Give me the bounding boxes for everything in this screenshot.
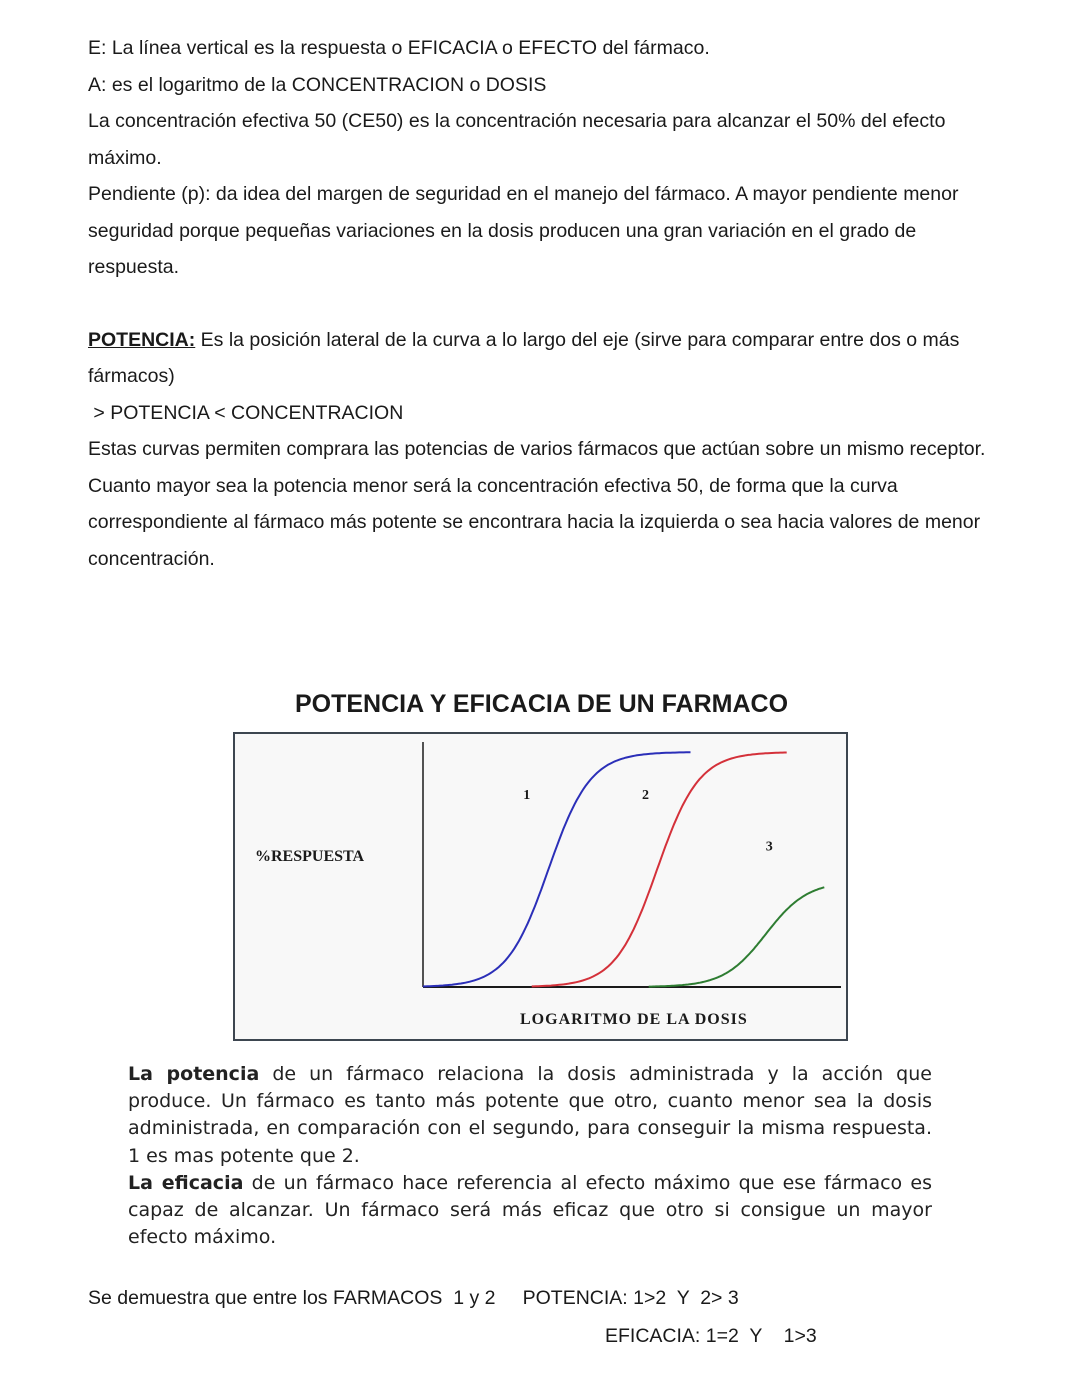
document-body — [88, 30, 988, 577]
y-axis-label: %RESPUESTA — [255, 848, 365, 865]
chart-svg — [235, 734, 846, 1039]
potencia-definition — [88, 322, 988, 395]
curve-label-3: 3 — [765, 839, 773, 855]
curve-1 — [423, 752, 691, 986]
caption-potencia-term: La potencia — [128, 1063, 260, 1085]
caption-eficacia — [128, 1170, 932, 1252]
dose-response-chart — [233, 732, 848, 1041]
e-definition: E: La línea vertical es la respuesta o EFICACIA o EFECTO del fármaco. — [88, 37, 710, 59]
curve-2 — [532, 753, 787, 987]
caption-potencia-text: de un fármaco relaciona la dosis administrada y la acción que produce. Un fármaco es tanto más potente que otro, cuanto menor sea la dosis administrada, en comparación con el segundo, para conseguir la misma respuesta. 1 es mas potente que 2. — [128, 1063, 932, 1167]
caption-potencia — [128, 1061, 932, 1170]
potencia-text: Es la posición lateral de la curva a lo largo del eje (sirve para comparar entre dos o más fármacos) — [88, 328, 960, 387]
ce50-definition: La concentración efectiva 50 (CE50) es la concentración necesaria para alcanzar el 50% del efecto máximo. — [88, 110, 946, 169]
caption-eficacia-text: de un fármaco hace referencia al efecto máximo que ese fármaco es capaz de alcanzar. Un fármaco será más eficaz que otro si consigue un mayor efecto máximo. — [128, 1171, 932, 1249]
curves-group — [423, 752, 824, 986]
potencia-heading: POTENCIA: — [88, 328, 196, 351]
curve-3 — [649, 887, 825, 986]
conclusion-intro: Se demuestra que entre los FARMACOS 1 y 2 — [88, 1287, 496, 1309]
conclusion-row-1 — [88, 1280, 739, 1317]
conclusion-potencia: POTENCIA: 1>2 Y 2> 3 — [522, 1287, 739, 1309]
caption — [128, 1061, 932, 1251]
pendiente-definition: Pendiente (p): da idea del margen de seguridad en el manejo del fármaco. A mayor pendiente menor seguridad porque pequeñas variaciones en la dosis producen una gran variación en el grado de respuesta. — [88, 183, 959, 278]
curve-label-2: 2 — [642, 788, 649, 803]
a-definition: A: es el logaritmo de la CONCENTRACION o DOSIS — [88, 73, 547, 96]
curvas-paragraph: Estas curvas permiten comprara las potencias de varios fármacos que actúan sobre un mismo receptor. Cuanto mayor sea la potencia menor será la concentración efectiva 50, de forma que la curva correspondiente al fármaco más potente se encontrara hacia la izquierda o sea hacia valores de menor concentración. — [88, 438, 986, 570]
curve-label-1: 1 — [523, 788, 531, 803]
potencia-rule: > POTENCIA < CONCENTRACION — [88, 401, 404, 424]
caption-eficacia-term: La eficacia — [128, 1171, 244, 1194]
conclusion-eficacia: EFICACIA: 1=2 Y 1>3 — [605, 1325, 817, 1347]
chart-title: POTENCIA Y EFICACIA DE UN FARMACO — [294, 690, 789, 718]
x-axis-label: LOGARITMO DE LA DOSIS — [520, 1011, 748, 1028]
